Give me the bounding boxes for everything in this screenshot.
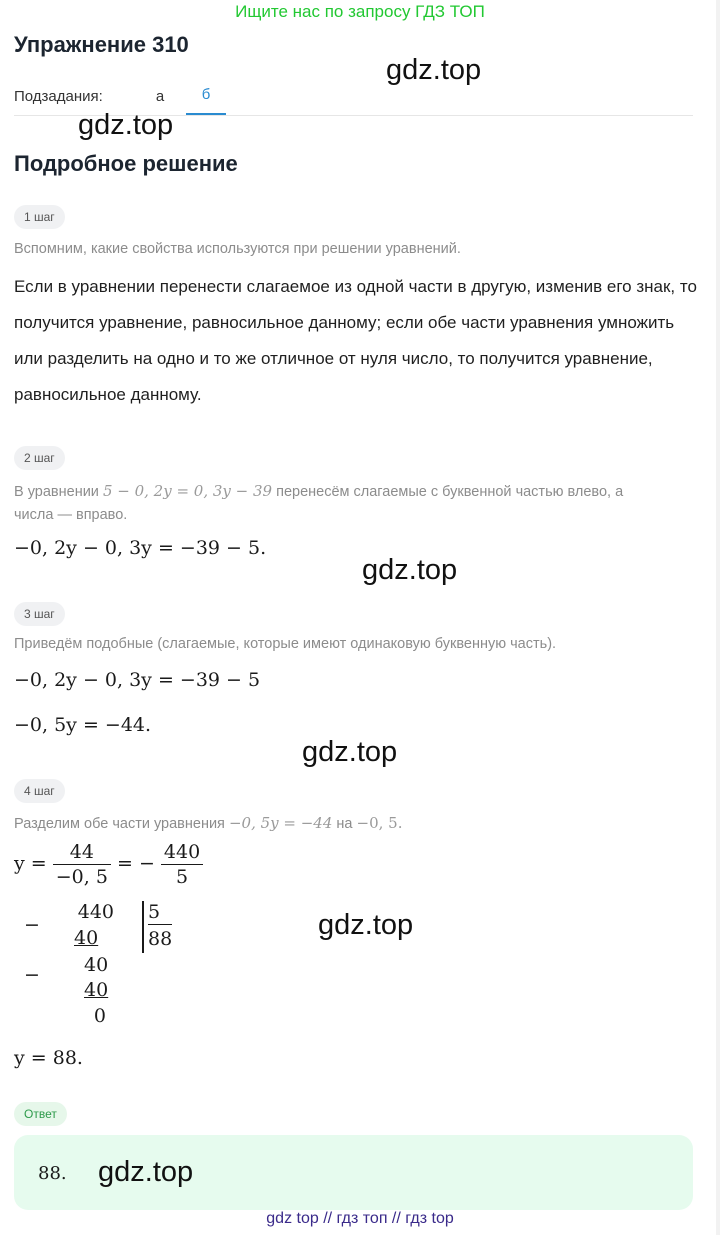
hint-text: перенесём слагаемые с буквенной частью влево, а bbox=[276, 484, 624, 500]
equation: −0, 5y = −44. bbox=[14, 714, 152, 736]
scrollbar-track[interactable] bbox=[716, 0, 720, 1235]
promo-banner: Ищите нас по запросу ГДЗ ТОП bbox=[235, 2, 485, 21]
hint-text: на bbox=[336, 816, 353, 832]
subtasks-label: Подзадания: bbox=[14, 88, 103, 105]
divisor: 5 bbox=[148, 900, 172, 925]
answer-badge: Ответ bbox=[14, 1102, 67, 1126]
answer-value: 88. bbox=[38, 1163, 67, 1184]
step-badge: 3 шаг bbox=[14, 602, 65, 626]
denominator: −0, 5 bbox=[55, 866, 108, 888]
numerator: 44 bbox=[53, 840, 111, 865]
step-badge: 4 шаг bbox=[14, 779, 65, 803]
hint-text: В уравнении bbox=[14, 484, 99, 500]
equals-minus: = − bbox=[116, 852, 155, 875]
step-badge: 2 шаг bbox=[14, 446, 65, 470]
subtrahend: 40 bbox=[74, 927, 99, 949]
numerator: 440 bbox=[161, 840, 203, 865]
equation: −0, 2y − 0, 3y = −39 − 5 bbox=[14, 669, 261, 691]
subtask-tab-b-active[interactable]: б bbox=[186, 86, 226, 115]
division-bar bbox=[142, 901, 144, 953]
fraction-equation bbox=[14, 840, 203, 889]
lhs: y = bbox=[14, 852, 47, 875]
result: y = 88. bbox=[14, 1047, 83, 1069]
hint-equation: −0, 5y = −44 bbox=[228, 814, 333, 832]
watermark: gdz.top bbox=[318, 909, 414, 941]
fraction bbox=[53, 840, 111, 889]
watermark: gdz.top bbox=[302, 736, 398, 768]
watermark: gdz.top bbox=[362, 554, 458, 586]
step-hint: Приведём подобные (слагаемые, которые имеют одинаковую буквенную часть). bbox=[14, 636, 557, 652]
denominator: 5 bbox=[176, 866, 189, 888]
step-badge: 1 шаг bbox=[14, 205, 65, 229]
hint-number: −0, 5. bbox=[356, 814, 403, 832]
step-hint: Вспомним, какие свойства используются при решении уравнений. bbox=[14, 241, 461, 257]
step-hint bbox=[14, 480, 704, 527]
division-minus: − bbox=[24, 914, 40, 936]
division-minus: − bbox=[24, 964, 40, 986]
equation: −0, 2y − 0, 3y = −39 − 5. bbox=[14, 537, 267, 559]
step-text: Если в уравнении перенести слагаемое из одной части в другую, изменив его знак, то получится уравнение, равносильное данному; если обе части уравнения умножить или разделить на одно и то же отличное от нуля число, то получится уравнение, равносильное данному. bbox=[14, 277, 697, 404]
step-hint bbox=[14, 814, 403, 832]
remainder: 0 bbox=[93, 1005, 106, 1027]
quotient: 88 bbox=[148, 928, 173, 950]
watermark: gdz.top bbox=[78, 109, 174, 141]
watermark: gdz.top bbox=[98, 1156, 194, 1188]
exercise-title: Упражнение 310 bbox=[14, 32, 189, 57]
hint-text: числа — вправо. bbox=[14, 507, 128, 523]
remainder: 40 bbox=[84, 954, 109, 976]
section-title: Подробное решение bbox=[14, 151, 238, 176]
subtask-tab-a[interactable]: а bbox=[155, 88, 165, 105]
subtrahend: 40 bbox=[84, 979, 109, 1001]
hint-equation: 5 − 0, 2y = 0, 3y − 39 bbox=[102, 482, 273, 500]
hint-text: Разделим обе части уравнения bbox=[14, 816, 225, 832]
footer-links[interactable]: gdz top // гдз топ // гдз top bbox=[266, 1210, 454, 1227]
watermark: gdz.top bbox=[386, 54, 482, 86]
fraction bbox=[161, 840, 203, 889]
dividend: 440 bbox=[77, 901, 114, 923]
